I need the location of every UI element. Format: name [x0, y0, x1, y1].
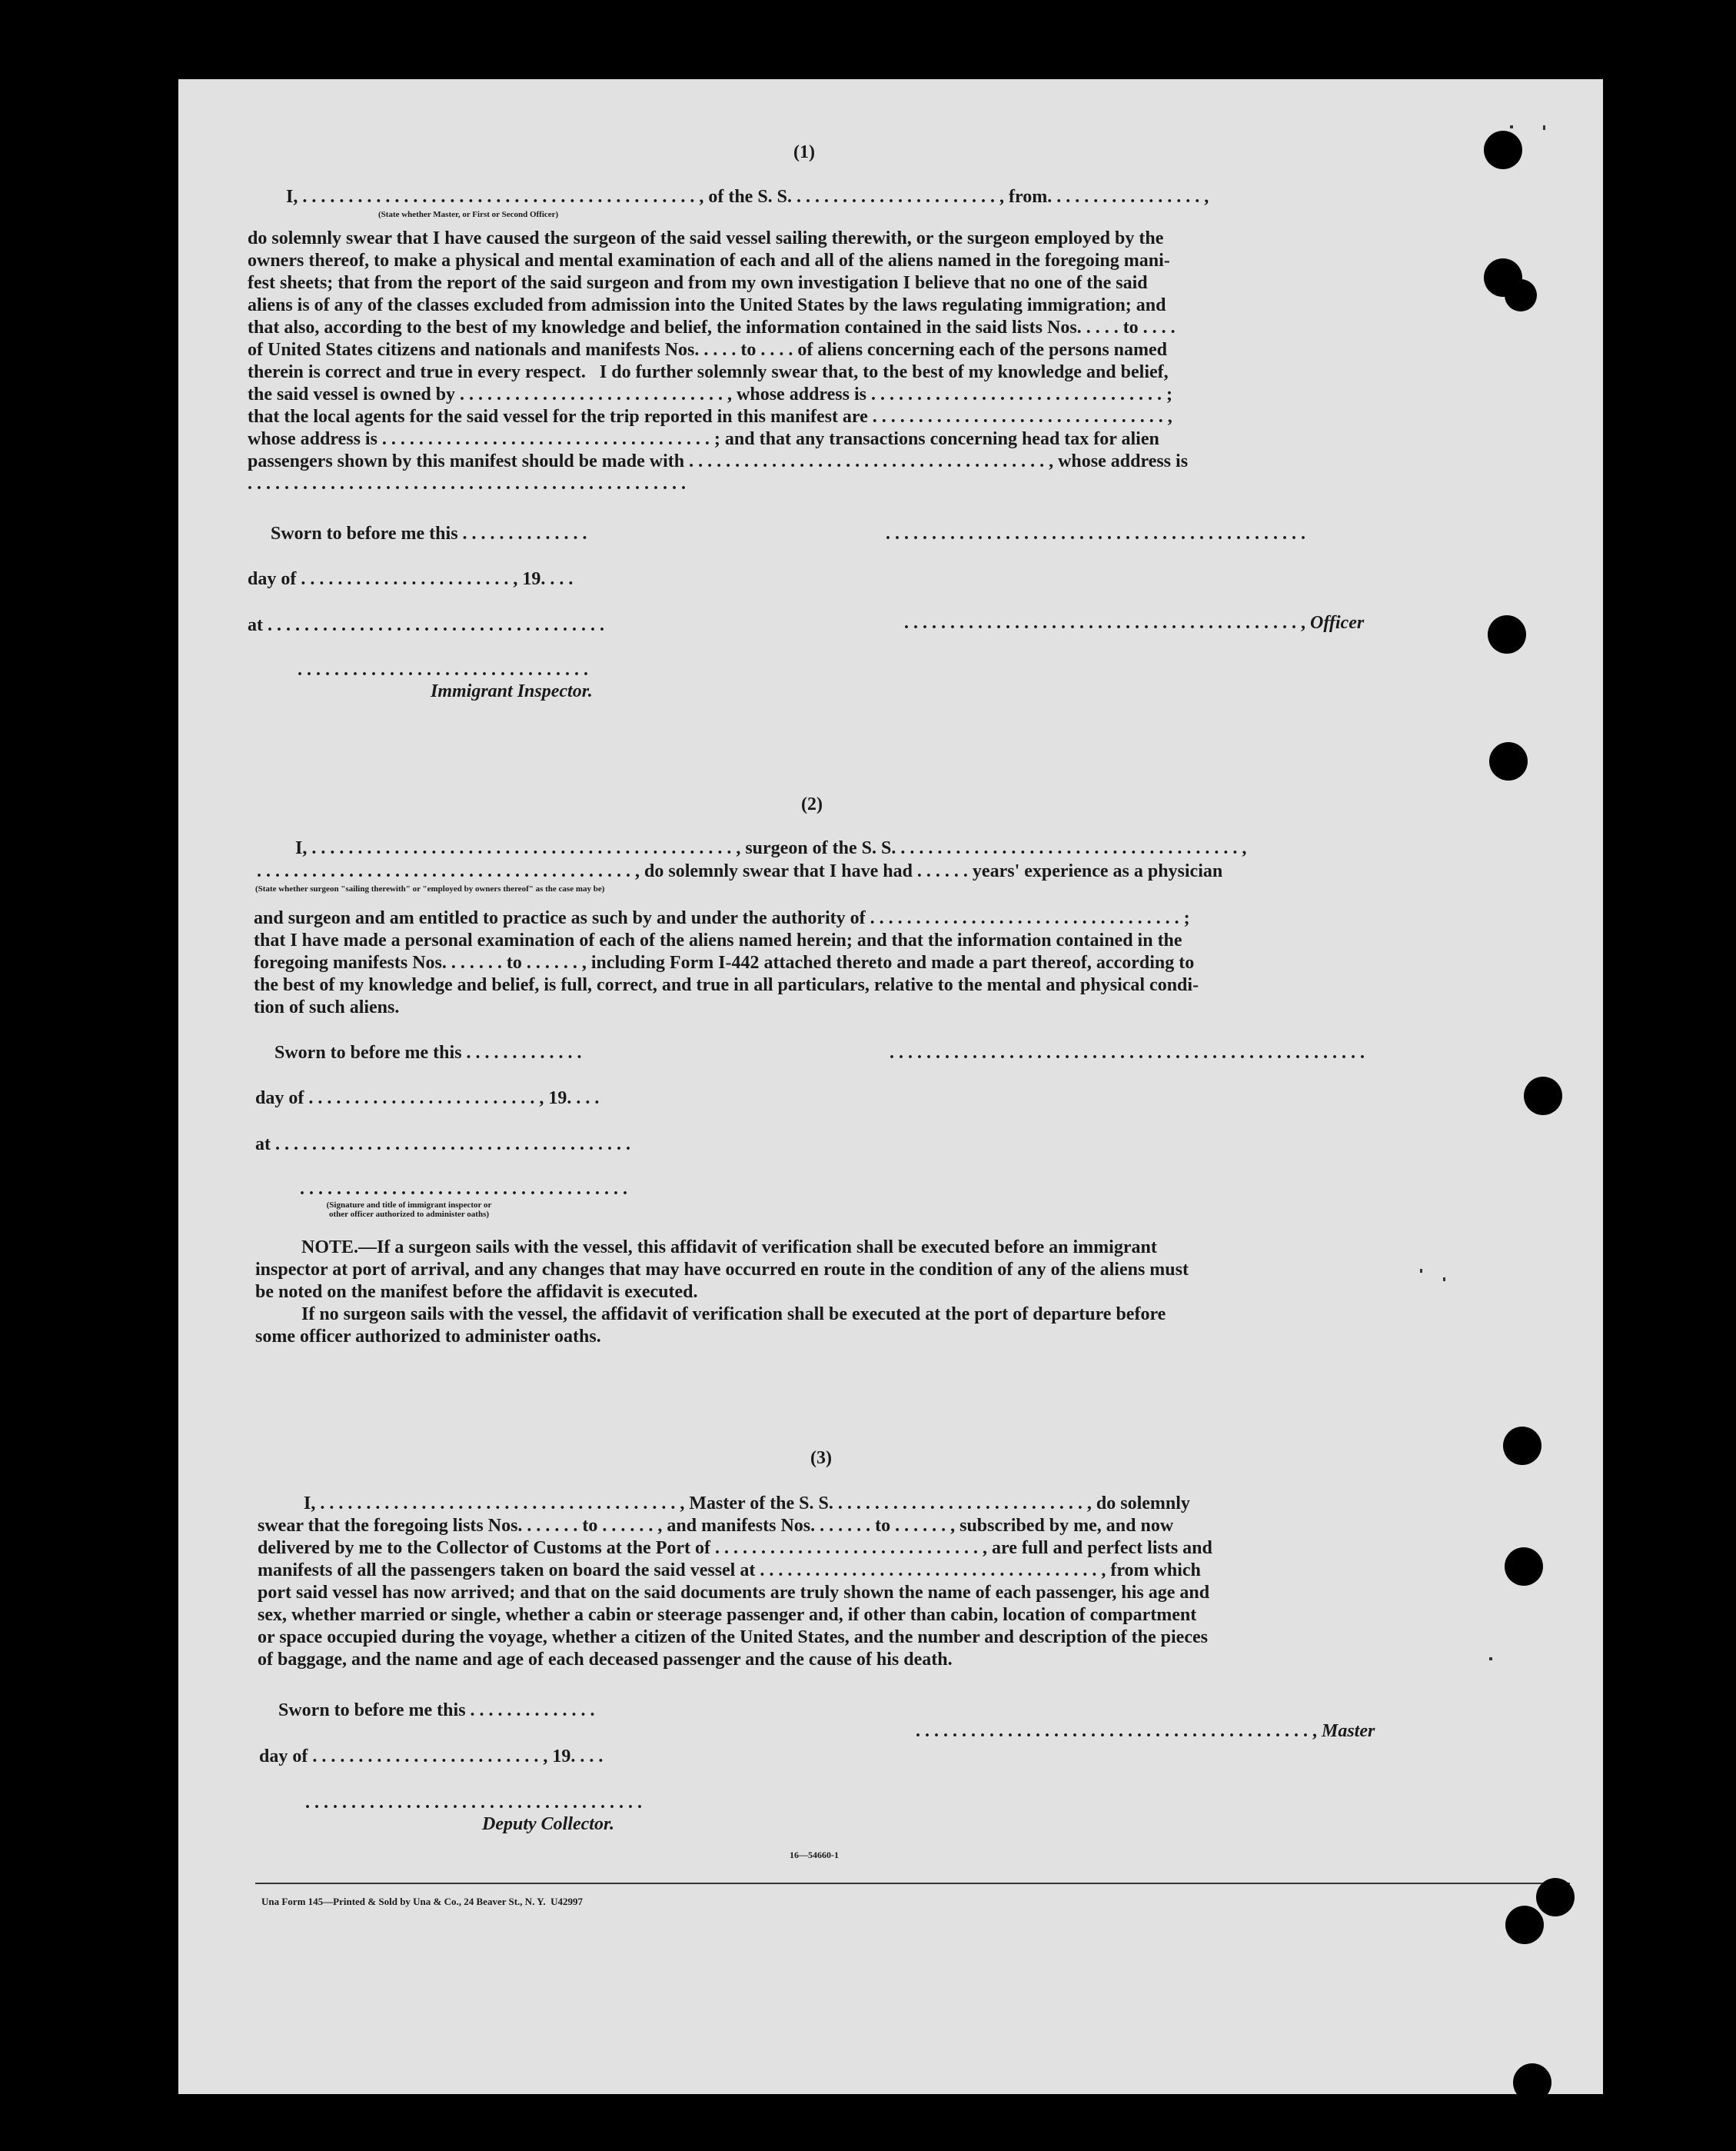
section-1-sworn: Sworn to before me this . . . . . . . . . . . . . .	[271, 524, 587, 544]
section-2-signature-line: . . . . . . . . . . . . . . . . . . . . . . . . . . . . . . . . . . . .	[300, 1179, 627, 1199]
note-line: NOTE.—If a surgeon sails with the vessel, this affidavit of verification shall be executed before an immigrant	[301, 1237, 1157, 1257]
section-3-day: day of . . . . . . . . . . . . . . . . . . . . . . . . . , 19. . . .	[259, 1746, 604, 1766]
section-3-sworn: Sworn to before me this . . . . . . . . . . . . . .	[278, 1700, 595, 1720]
document-page	[178, 79, 1603, 2094]
scan-speck	[1543, 125, 1545, 130]
section-1-signature-line: . . . . . . . . . . . . . . . . . . . . . . . . . . . . . . . .	[298, 660, 588, 680]
body-line: tion of such aliens.	[254, 997, 400, 1017]
note-line: be noted on the manifest before the affidavit is executed.	[255, 1282, 698, 1302]
body-line: that also, according to the best of my knowledge and belief, the information contained in the said lists Nos. . . . . to . . . .	[248, 318, 1176, 338]
body-line: sex, whether married or single, whether a cabin or steerage passenger and, if other than cabin, location of compartment	[258, 1605, 1197, 1625]
body-line: port said vessel has now arrived; and that on the said documents are truly shown the name of each passenger, his age and	[258, 1583, 1210, 1603]
body-line: or space occupied during the voyage, whether a citizen of the United States, and the number and description of the pieces	[258, 1627, 1208, 1647]
section-2-sworn: Sworn to before me this . . . . . . . . . . . . .	[274, 1043, 582, 1063]
body-line: fest sheets; that from the report of the said surgeon and from my own investigation I believe that no one of the said	[248, 273, 1148, 293]
note-line: some officer authorized to administer oaths.	[255, 1327, 601, 1347]
punch-hole	[1536, 1878, 1575, 1916]
punch-hole	[1505, 1906, 1544, 1944]
scan-speck	[1510, 125, 1513, 128]
punch-hole	[1484, 131, 1522, 169]
body-line: therein is correct and true in every respect. I do further solemnly swear that, to the best of my knowledge and belief,	[248, 362, 1169, 382]
section-3-master-line	[897, 1700, 1375, 1763]
section-2-experience-line: . . . . . . . . . . . . . . . . . . . . . . . . . . . . . . . . . . . . . . . . . , do solemnly swear that I have had . . . . . . years' experience as a physician	[257, 861, 1223, 881]
section-1-at: at . . . . . . . . . . . . . . . . . . . . . . . . . . . . . . . . . . . . .	[248, 615, 604, 635]
section-2-at: at . . . . . . . . . . . . . . . . . . . . . . . . . . . . . . . . . . . . . . .	[255, 1134, 630, 1154]
section-1-officer-signature-line: . . . . . . . . . . . . . . . . . . . . . . . . . . . . . . . . . . . . . . . . . . . . . .	[886, 524, 1305, 544]
scan-speck	[1420, 1269, 1422, 1273]
master-label: Master	[1322, 1721, 1375, 1741]
punch-hole	[1524, 1077, 1562, 1115]
form-code: 16—54660-1	[790, 1850, 839, 1860]
section-3-number: (3)	[810, 1448, 832, 1468]
body-line: . . . . . . . . . . . . . . . . . . . . . . . . . . . . . . . . . . . . . . . . . . . . . . . .	[248, 474, 686, 494]
printer-footer: Una Form 145—Printed & Sold by Una & Co., 24 Beaver St., N. Y. U42997	[261, 1896, 584, 1907]
body-line: delivered by me to the Collector of Customs at the Port of . . . . . . . . . . . . . . . . . . . . . . . . . . . . . , are full and perfect lists and	[258, 1538, 1212, 1558]
section-1-oath-line: I, . . . . . . . . . . . . . . . . . . . . . . . . . . . . . . . . . . . . . . . . . . . , of the S. S. . . . . . . . . . . . . . . . . . . . . . . , from. . . . . . . . . . . . . . . . . ,	[286, 187, 1209, 207]
note-line: If no surgeon sails with the vessel, the affidavit of verification shall be executed at the port of departure before	[301, 1304, 1166, 1324]
section-1-inspector-label: Immigrant Inspector.	[431, 681, 593, 701]
section-2-surgeon-note: (State whether surgeon "sailing therewith" or "employed by owners thereof" as the case may be)	[255, 884, 605, 894]
body-line: that I have made a personal examination of each of the aliens named herein; and that the information contained in the	[254, 931, 1182, 951]
section-2-number: (2)	[801, 794, 823, 814]
body-line: that the local agents for the said vessel for the trip reported in this manifest are . . . . . . . . . . . . . . . . . . . . . . . . . . . . . . . . ,	[248, 407, 1172, 427]
officer-dots: . . . . . . . . . . . . . . . . . . . . . . . . . . . . . . . . . . . . . . . . . . . ,	[904, 613, 1310, 633]
section-2-signature-note: (Signature and title of immigrant inspector or other officer authorized to administer oaths)	[326, 1200, 492, 1219]
body-line: the best of my knowledge and belief, is full, correct, and true in all particulars, relative to the mental and physical condi-	[254, 975, 1199, 995]
section-3-signature-line: . . . . . . . . . . . . . . . . . . . . . . . . . . . . . . . . . . . . .	[305, 1793, 642, 1813]
punch-hole	[1503, 1427, 1541, 1465]
body-line: whose address is . . . . . . . . . . . . . . . . . . . . . . . . . . . . . . . . . . . . ; and that any transactions concerning head tax for alien	[248, 429, 1159, 449]
scan-speck	[1443, 1277, 1445, 1281]
section-2-day: day of . . . . . . . . . . . . . . . . . . . . . . . . . , 19. . . .	[255, 1088, 600, 1108]
body-line: manifests of all the passengers taken on board the said vessel at . . . . . . . . . . . . . . . . . . . . . . . . . . . . . . . . . . . . . , from which	[258, 1560, 1201, 1580]
section-1-number: (1)	[793, 142, 815, 162]
punch-hole	[1505, 1547, 1543, 1586]
punch-hole	[1505, 279, 1537, 311]
body-line: swear that the foregoing lists Nos. . . . . . . to . . . . . . , and manifests Nos. . . . . . . to . . . . . . , subscribed by me, and now	[258, 1516, 1174, 1536]
body-line: passengers shown by this manifest should be made with . . . . . . . . . . . . . . . . . . . . . . . . . . . . . . . . . . . . . . . , whose address is	[248, 451, 1189, 471]
section-3-collector-label: Deputy Collector.	[482, 1814, 614, 1834]
scan-speck	[1489, 1657, 1492, 1660]
body-line: aliens is of any of the classes excluded from admission into the United States by the laws regulating immigration; and	[248, 295, 1166, 315]
punch-hole	[1488, 615, 1526, 654]
body-line: of baggage, and the name and age of each deceased passenger and the cause of his death.	[258, 1650, 953, 1670]
body-line: of United States citizens and nationals and manifests Nos. . . . . to . . . . of aliens concerning each of the persons named	[248, 340, 1168, 360]
body-line: foregoing manifests Nos. . . . . . . to . . . . . . , including Form I-442 attached thereto and made a part thereof, according to	[254, 953, 1195, 973]
body-line: and surgeon and am entitled to practice as such by and under the authority of . . . . . . . . . . . . . . . . . . . . . . . . . . . . . . . . . . ;	[254, 908, 1190, 928]
punch-hole	[1513, 2063, 1551, 2102]
section-2-oath-line: I, . . . . . . . . . . . . . . . . . . . . . . . . . . . . . . . . . . . . . . . . . . . . . . , surgeon of the S. S. . . . . . . . . . . . . . . . . . . . . . . . . . . . . . . . . . . . . . ,	[295, 838, 1247, 858]
body-line: do solemnly swear that I have caused the surgeon of the said vessel sailing therewith, or the surgeon employed by the	[248, 228, 1164, 248]
body-line: I, . . . . . . . . . . . . . . . . . . . . . . . . . . . . . . . . . . . . . . . , Master of the S. S. . . . . . . . . . . . . . . . . . . . . . . . . . . . , do solemnly	[304, 1493, 1190, 1513]
section-1-officer-dots	[886, 592, 1364, 654]
body-line: owners thereof, to make a physical and mental examination of each and all of the aliens named in the foregoing mani-	[248, 251, 1170, 271]
officer-label: Officer	[1310, 613, 1365, 633]
section-1-day: day of . . . . . . . . . . . . . . . . . . . . . . . , 19. . . .	[248, 569, 574, 589]
footer-rule	[255, 1883, 1570, 1884]
body-line: the said vessel is owned by . . . . . . . . . . . . . . . . . . . . . . . . . . . . . , whose address is . . . . . . . . . . . . . . . . . . . . . . . . . . . . . . . . ;	[248, 385, 1172, 405]
section-1-officer-note: (State whether Master, or First or Second Officer)	[378, 210, 559, 219]
note-line: inspector at port of arrival, and any changes that may have occurred en route in the condition of any of the aliens must	[255, 1260, 1189, 1280]
section-2-right-signature-line: . . . . . . . . . . . . . . . . . . . . . . . . . . . . . . . . . . . . . . . . . . . . . . . . . . . .	[890, 1043, 1365, 1063]
punch-hole	[1489, 742, 1528, 781]
master-dots: . . . . . . . . . . . . . . . . . . . . . . . . . . . . . . . . . . . . . . . . . . . ,	[916, 1721, 1322, 1741]
